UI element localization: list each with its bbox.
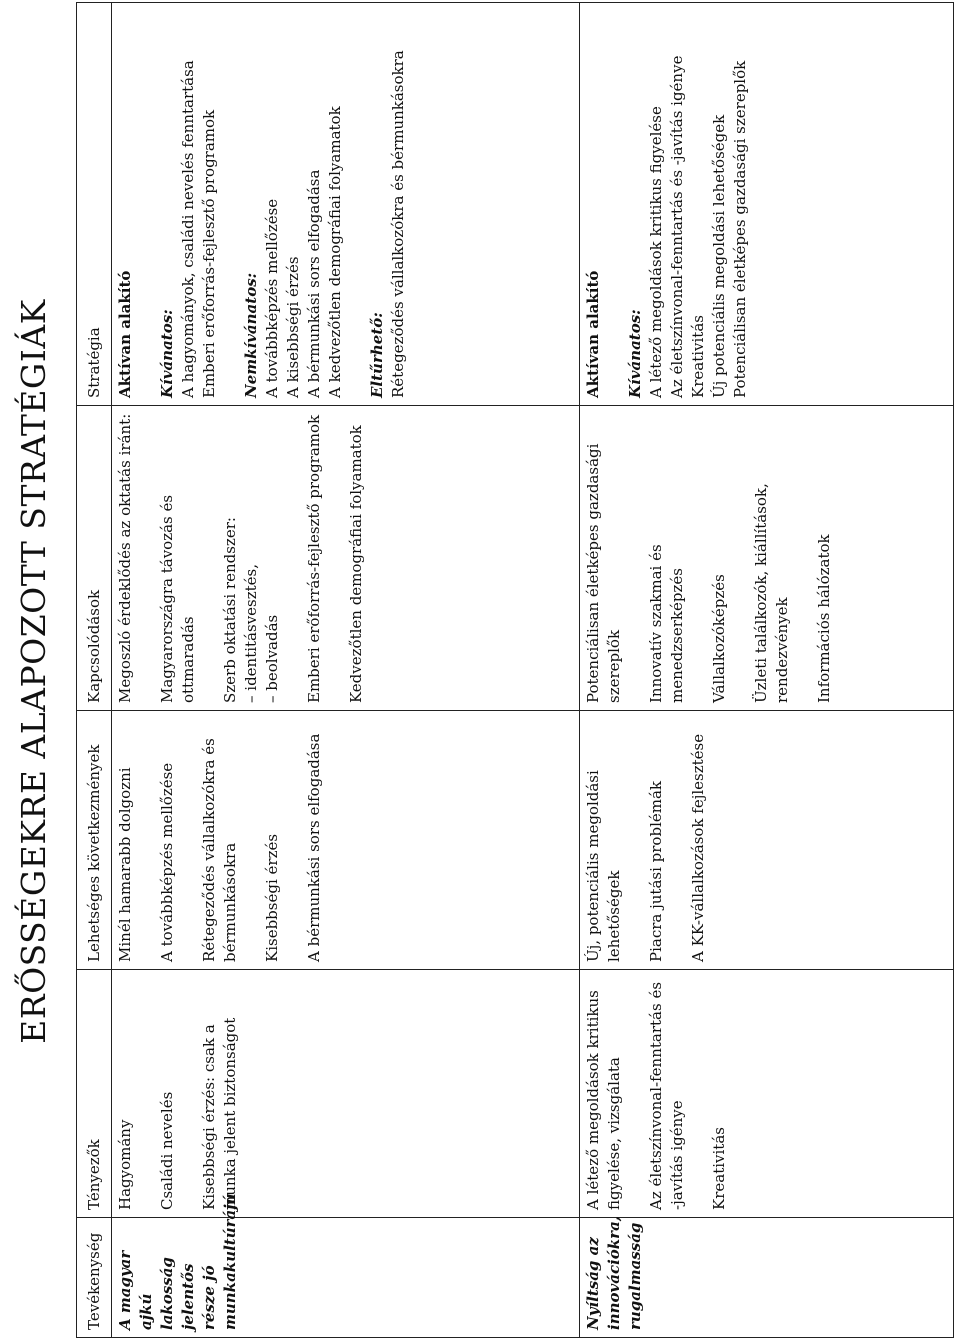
list-item: Szerb oktatási rendszer: bbox=[221, 517, 239, 703]
col-header-consequences: Lehetséges következmények bbox=[77, 711, 112, 970]
list-item: Rétegeződés vállalkozókra és bérmunkásokra bbox=[200, 738, 239, 962]
list-item: A hagyományok, családi nevelés fenntartása bbox=[179, 60, 197, 398]
strategy-heading: Aktívan alakító bbox=[116, 270, 134, 398]
desired-label: Kívánatos: bbox=[626, 309, 644, 398]
spacer bbox=[178, 977, 199, 1210]
list-item: Potenciálisan életképes gazdasági szereplők bbox=[584, 443, 623, 703]
list-item: Információs hálózatok bbox=[815, 534, 833, 703]
spacer bbox=[688, 977, 709, 1210]
activity-cell: A magyar ajkú lakosság jelentős része jó munkakultúrájú bbox=[112, 1218, 580, 1338]
spacer bbox=[283, 718, 304, 962]
connections-cell bbox=[112, 406, 580, 711]
list-item: Az életszínvonal-fenntartás és -javítás igénye bbox=[668, 55, 686, 398]
list-item: Új, potenciális megoldási lehetőségek bbox=[584, 770, 623, 962]
list-item: A létező megoldások kritikus figyelése bbox=[647, 106, 665, 398]
connections-cell bbox=[580, 406, 954, 711]
col-header-connections: Kapcsolódások bbox=[77, 406, 112, 711]
spacer bbox=[625, 413, 646, 703]
list-item: Piacra jutási problémák bbox=[647, 781, 665, 962]
spacer bbox=[625, 977, 646, 1210]
list-item: Megoszló érdeklődés az oktatás iránt: bbox=[116, 413, 134, 703]
undesired-list bbox=[262, 10, 346, 398]
col-header-factors: Tényezők bbox=[77, 970, 112, 1218]
table-row bbox=[112, 3, 580, 1338]
list-item: A továbbképzés mellőzése bbox=[263, 198, 281, 398]
spacer bbox=[199, 413, 220, 703]
list-item: Hagyomány bbox=[116, 1119, 134, 1210]
spacer bbox=[136, 413, 157, 703]
list-item: Üzleti találkozók, kiállítások, rendezvények bbox=[752, 483, 791, 703]
tolerable-list bbox=[388, 10, 409, 398]
list-item: Családi nevelés bbox=[158, 1091, 176, 1210]
spacer bbox=[136, 977, 157, 1210]
list-item: A kisebbségi érzés bbox=[284, 256, 302, 398]
spacer bbox=[136, 718, 157, 962]
list-item: A továbbképzés mellőzése bbox=[158, 762, 176, 962]
desired-list bbox=[178, 10, 220, 398]
list-item: – identitásvesztés, bbox=[242, 563, 260, 703]
factors-cell bbox=[580, 970, 954, 1218]
desired-label: Kívánatos: bbox=[158, 309, 176, 398]
desired-list bbox=[646, 10, 751, 398]
spacer bbox=[283, 413, 304, 703]
list-item: – beolvadás bbox=[263, 614, 281, 703]
header-row bbox=[77, 3, 112, 1338]
list-item: Innovatív szakmai és menedzserképzés bbox=[647, 544, 686, 703]
strategy-table bbox=[76, 2, 954, 1338]
consequences-cell bbox=[112, 711, 580, 970]
col-header-strategy: Stratégia bbox=[77, 3, 112, 406]
list-item: A bérmunkási sors elfogadása bbox=[305, 169, 323, 398]
tolerable-label: Eltűrhető: bbox=[368, 312, 386, 398]
page-title: ERŐSSÉGEKRE ALAPOZOTT STRATÉGIÁK bbox=[14, 299, 53, 1044]
list-item: A kedvezőtlen demográfiai folyamatok bbox=[326, 106, 344, 398]
list-item: A létező megoldások kritikus figyelése, vizsgálata bbox=[584, 990, 623, 1210]
strategy-heading: Aktívan alakító bbox=[584, 270, 602, 398]
list-item: Kreativitás bbox=[689, 315, 707, 398]
list-item: Kreativitás bbox=[710, 1127, 728, 1210]
spacer bbox=[241, 718, 262, 962]
list-item: Kisebbségi érzés: csak a munka jelent biztonságot bbox=[200, 1017, 239, 1210]
list-item: Emberi erőforrás-fejlesztő programok bbox=[305, 414, 323, 703]
list-item: Potenciálisan életképes gazdasági szereplők bbox=[731, 60, 749, 398]
list-item: A bérmunkási sors elfogadása bbox=[305, 733, 323, 962]
list-item: Emberi erőforrás-fejlesztő programok bbox=[200, 109, 218, 398]
spacer bbox=[688, 413, 709, 703]
list-item: Rétegeződés vállalkozókra és bérmunkásokra bbox=[389, 50, 407, 398]
table-row bbox=[580, 3, 954, 1338]
list-item: Kedvezőtlen demográfiai folyamatok bbox=[347, 425, 365, 703]
list-item: Minél hamarabb dolgozni bbox=[116, 767, 134, 962]
spacer bbox=[667, 718, 688, 962]
factors-cell bbox=[112, 970, 580, 1218]
spacer bbox=[730, 413, 751, 703]
list-item: Kisebbségi érzés bbox=[263, 833, 281, 962]
list-item: A KK-vállalkozások fejlesztése bbox=[689, 733, 707, 962]
consequences-cell bbox=[580, 711, 954, 970]
col-header-activity: Tevékenység bbox=[77, 1218, 112, 1338]
spacer bbox=[178, 718, 199, 962]
spacer bbox=[793, 413, 814, 703]
list-item: Az életszínvonal-fenntartás és -javítás igénye bbox=[647, 981, 686, 1210]
list-item: Magyarországra távozás és ottmaradás bbox=[158, 494, 197, 703]
strategy-cell bbox=[112, 3, 580, 406]
spacer bbox=[325, 413, 346, 703]
list-item: Új potenciális megoldási lehetőségek bbox=[710, 114, 728, 398]
strategy-cell bbox=[580, 3, 954, 406]
activity-cell: Nyíltság az innovációkra, rugalmasság bbox=[580, 1218, 954, 1338]
spacer bbox=[625, 718, 646, 962]
list-item: Vállalkozóképzés bbox=[710, 574, 728, 703]
undesired-label: Nemkívánatos: bbox=[242, 272, 260, 398]
